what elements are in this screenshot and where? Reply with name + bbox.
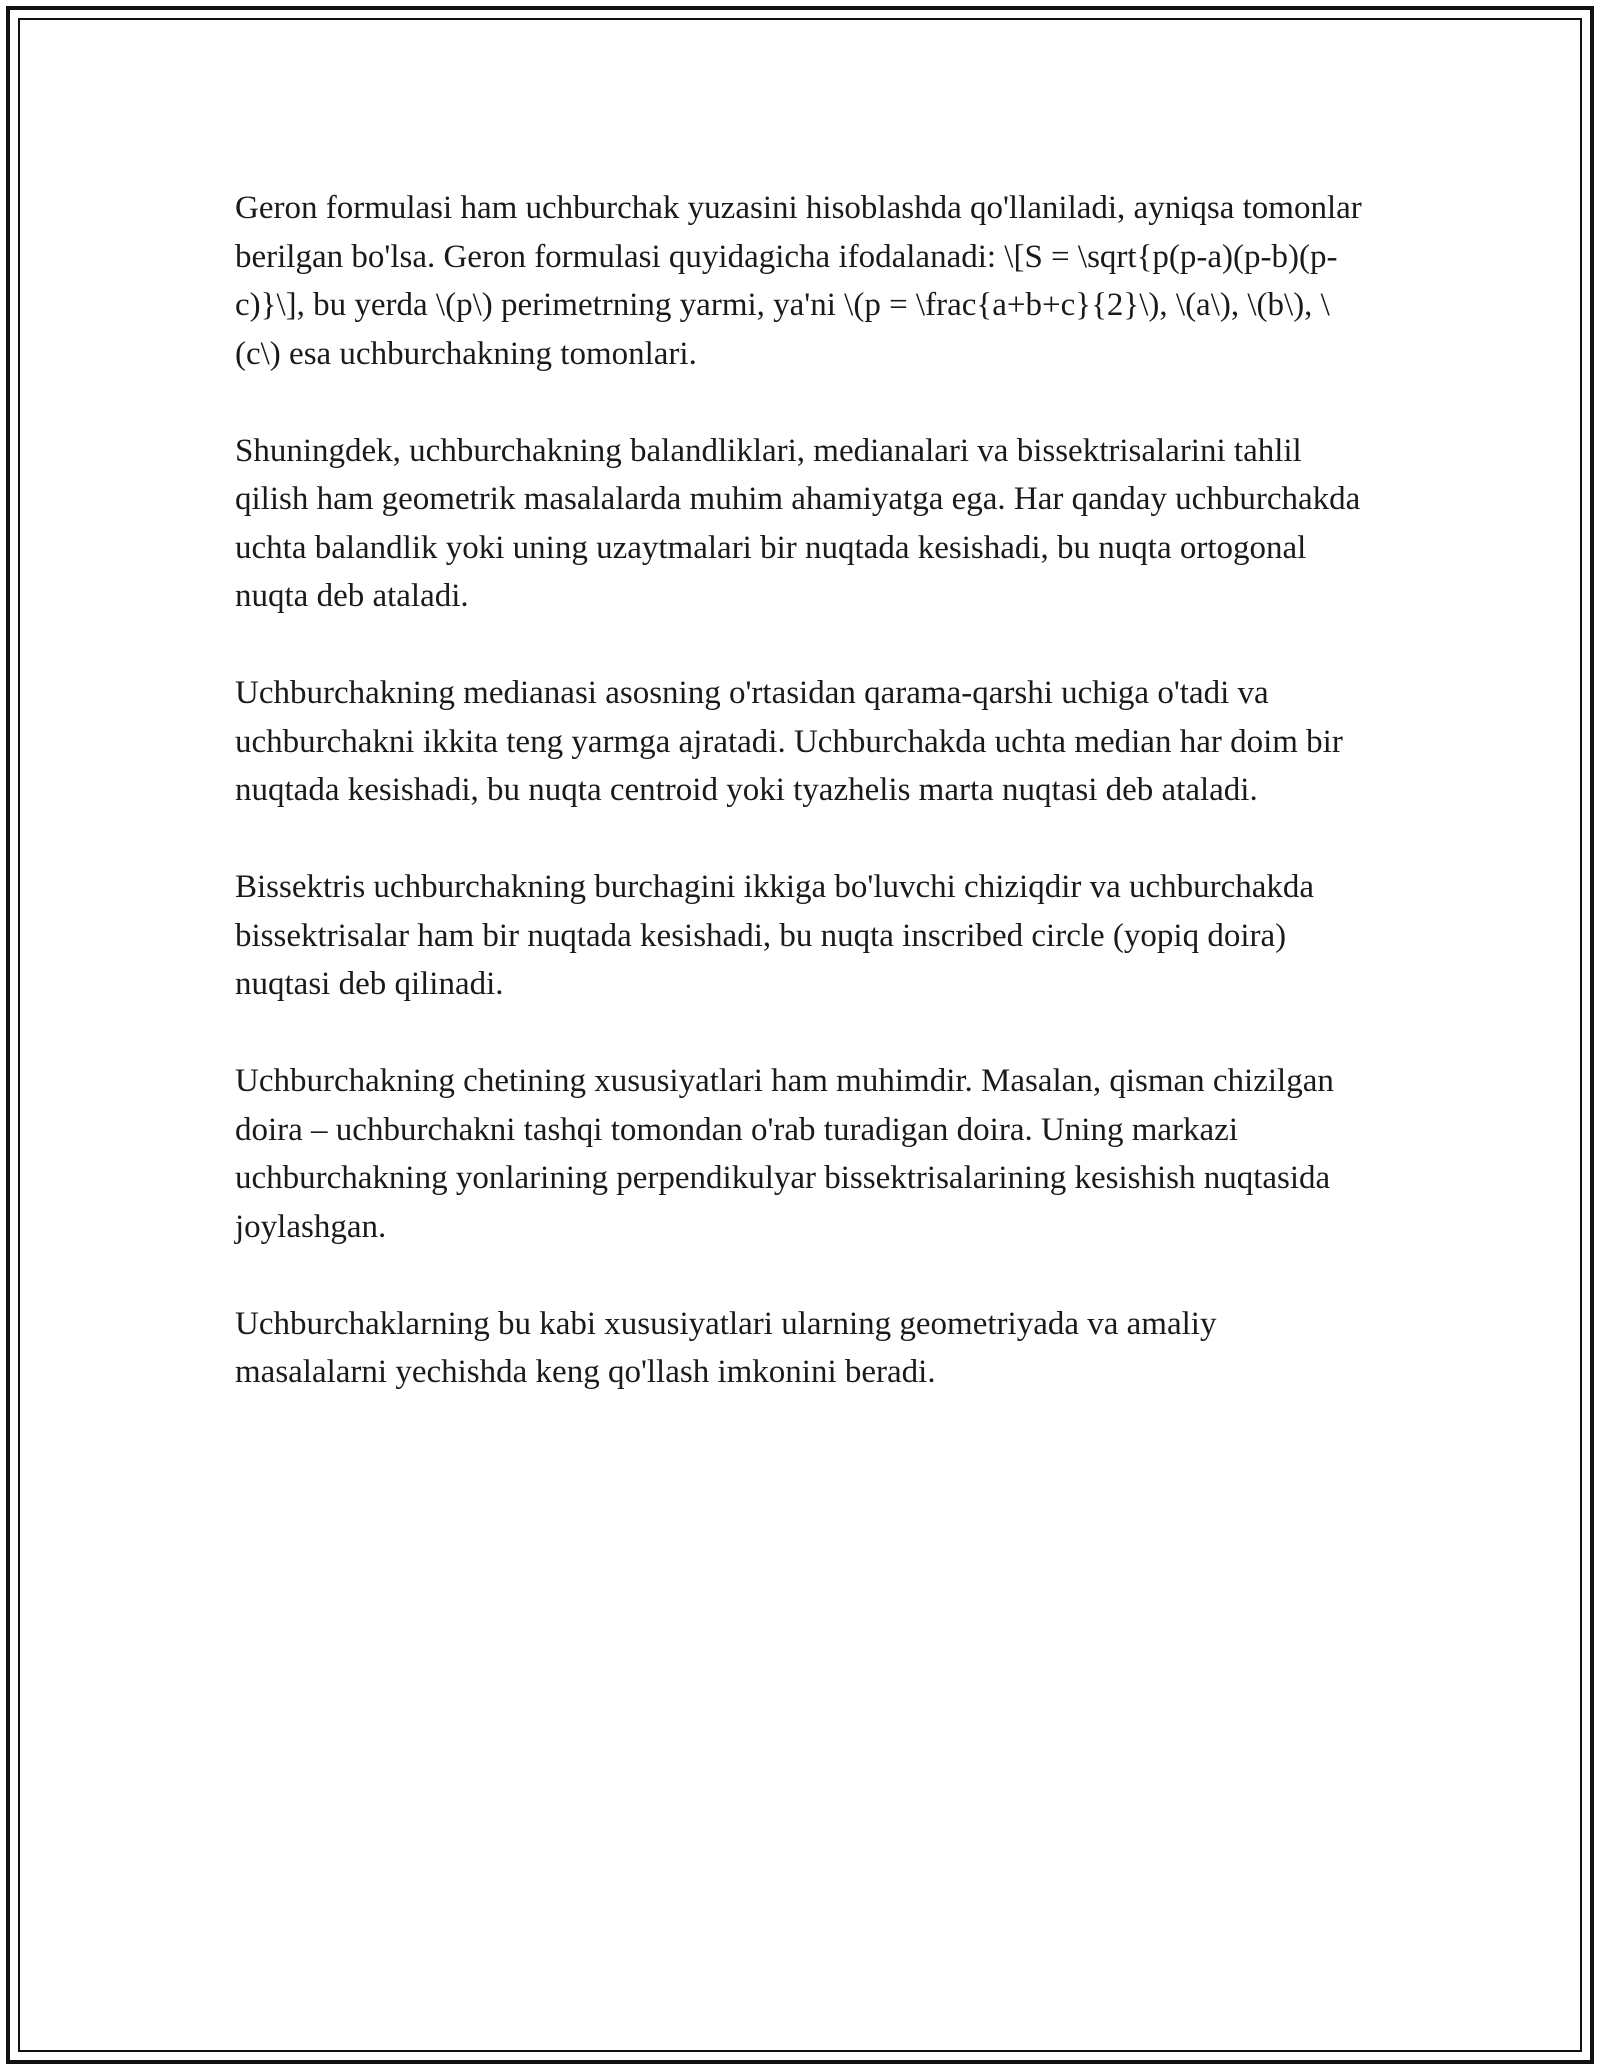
paragraph-altitudes: Shuningdek, uchburchakning balandliklari, medianalari va bissektrisalarini tahlil qilish ham geometrik masalalarda muhim ahamiyatga ega. Har qanday uchburchakda uchta balandlik yoki uning uzaytmalari bir nuqtada kesishadi, bu nuqta ortogonal nuqta deb ataladi. — [235, 432, 1361, 614]
document-body — [235, 184, 1375, 1445]
paragraph-heron-formula: Geron formulasi ham uchburchak yuzasini hisoblashda qo'llaniladi, ayniqsa tomonlar berilgan bo'lsa. Geron formulasi quyidagicha ifodalanadi: \[S = \sqrt{p(p-a)(p-b)(p-c)}\], bu yerda \(p\) perimetrning yarmi, ya'ni \(p = \frac{a+b+c}{2}\), \(a\), \(b\), \(c\) esa uchburchakning tomonlari. — [235, 190, 1362, 372]
paragraph-bisectors: Bissektris uchburchakning burchagini ikkiga bo'luvchi chiziqdir va uchburchakda bissektrisalar ham bir nuqtada kesishadi, bu nuqta inscribed circle (yopiq doira) nuqtasi deb qilinadi. — [235, 869, 1315, 1002]
paragraph-circumcircle: Uchburchakning chetining xususiyatlari ham muhimdir. Masalan, qisman chizilgan doira – uchburchakni tashqi tomondan o'rab turadigan doira. Uning markazi uchburchakning yonlarining perpendikulyar bissektrisalarining kesishish nuqtasida joylashgan. — [235, 1063, 1334, 1245]
paragraph-medians: Uchburchakning medianasi asosning o'rtasidan qarama-qarshi uchiga o'tadi va uchburchakni ikkita teng yarmga ajratadi. Uchburchakda uchta median har doim bir nuqtada kesishadi, bu nuqta centroid yoki tyazhelis marta nuqtasi deb ataladi. — [235, 675, 1343, 808]
paragraph-conclusion: Uchburchaklarning bu kabi xususiyatlari ularning geometriyada va amaliy masalalarni yechishda keng qo'llash imkonini beradi. — [235, 1305, 1217, 1390]
